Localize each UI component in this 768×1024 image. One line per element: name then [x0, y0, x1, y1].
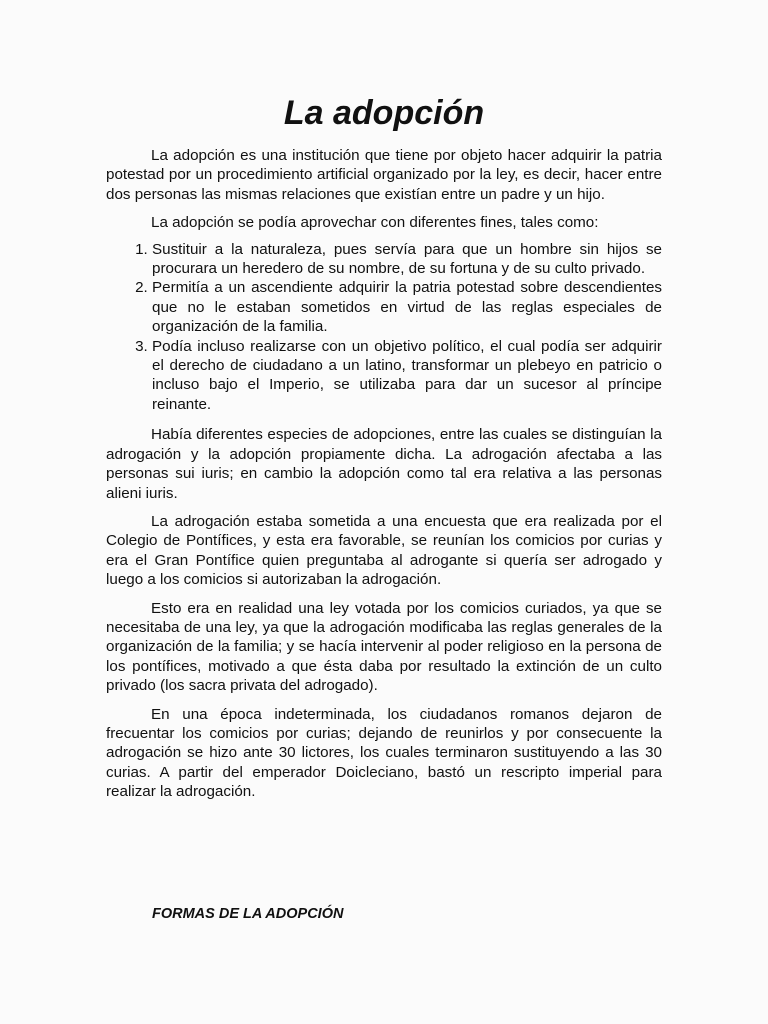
list-item: 3. Podía incluso realizarse con un objetivo político, el cual podía ser adquirir el derecho de ciudadano a un latino, transformar un plebeyo en patricio o incluso bajo el Imperio, se utilizaba para dar un sucesor al príncipe reinante. [152, 337, 662, 415]
paragraph-law: Esto era en realidad una ley votada por los comicios curiados, ya que se necesitaba de una ley, ya que la adrogación modificaba las reglas generales de la organización de la familia; y se hacía intervenir al poder religioso en la persona de los pontífices, motivado a que ésta daba por resultado la extinción de un culto privado (los sacra privata del adrogado). [106, 599, 662, 695]
paragraph-adrogation-survey: La adrogación estaba sometida a una encuesta que era realizada por el Colegio de Pontífices, y esta era favorable, se reunían los comicios por curias y era el Gran Pontífice quien preguntaba al adrogante si quería ser adrogado y luego a los comicios si autorizaban la adrogación. [106, 512, 662, 589]
paragraph-purposes: La adopción se podía aprovechar con diferentes fines, tales como: [151, 214, 599, 232]
paragraph-intro: La adopción es una institución que tiene por objeto hacer adquirir la patria potestad por un procedimiento artificial organizado por la ley, es decir, hacer entre dos personas las mismas relaciones que existían entre un padre y un hijo. [106, 147, 662, 203]
document-body [106, 146, 662, 811]
list-item: 1. Sustituir a la naturaleza, pues servía para que un hombre sin hijos se procurara un heredero de su nombre, de su fortuna y de su culto privado. [152, 240, 662, 279]
list-item: 2. Permitía a un ascendiente adquirir la patria potestad sobre descendientes que no le estaban sometidos en virtud de las reglas especiales de organización de la familia. [152, 278, 662, 336]
section-heading: FORMAS DE LA ADOPCIÓN [152, 906, 344, 922]
purposes-list [106, 240, 662, 415]
paragraph-species: Había diferentes especies de adopciones, entre las cuales se distinguían la adrogación y la adopción propiamente dicha. La adrogación afectaba a las personas sui iuris; en cambio la adopción como tal era relativa a las personas alieni iuris. [106, 426, 662, 502]
paragraph-lictors: En una época indeterminada, los ciudadanos romanos dejaron de frecuentar los comicios por curias; dejando de reunirlos y por consecuente la adrogación se hizo ante 30 lictores, los cuales terminaron sustituyendo a las 30 curias. A partir del emperador Doicleciano, bastó un rescripto imperial para realizar la adrogación. [106, 705, 662, 801]
page-title: La adopción [283, 94, 485, 132]
